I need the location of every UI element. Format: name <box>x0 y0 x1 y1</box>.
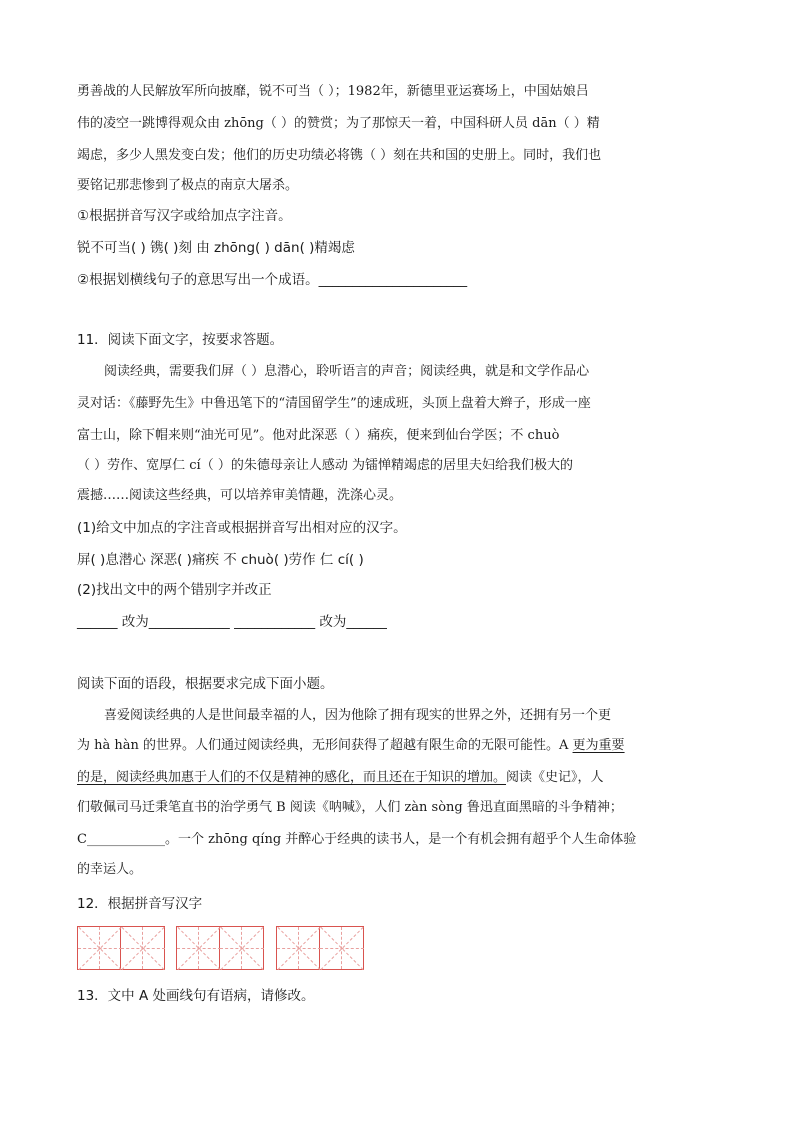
q10-sub2: ②根据划横线句子的意思写出一个成语。______________________ <box>77 272 468 288</box>
writing-grid-cell[interactable] <box>276 926 320 970</box>
section-para-3-text: 阅读《史记》，人 <box>506 770 604 785</box>
section-para-2 <box>77 736 625 756</box>
section-para-5 <box>77 830 636 850</box>
section-para-5-text: 。一个 zhōng qíng 并醉心于经典的读书人，是一个有机会拥有超乎个人生命体验 <box>164 832 637 847</box>
writing-grid-cell[interactable] <box>220 926 264 970</box>
q11-para-3: 富士山，除下帽来则“油光可见”。他对此深恶（ ）痛疾，便来到仙台学医；不 chuò <box>77 428 560 443</box>
section-para-4: 们敬佩司马迁秉笔直书的治学勇气 B 阅读《呐喊》，人们 zàn sòng 鲁迅直面黑暗的斗争精神； <box>77 800 623 815</box>
q11-sub1: (1)给文中加点的字注音或根据拼音写出相对应的汉字。 <box>77 520 407 536</box>
q12-title: 12．根据拼音写汉字 <box>77 896 203 912</box>
q11-fill2: ______ 改为____________ ____________ 改为______ <box>77 614 387 630</box>
blank-c-label: C <box>77 832 87 847</box>
blank-c: ____________ <box>86 832 165 847</box>
q10-fill1: 锐不可当( ) 镌( )刻 由 zhōng( ) dān( )精竭虑 <box>77 240 355 256</box>
intro-line-2: 伟的凌空一跳博得观众由 zhōng（ ）的赞赏；为了那惊天一着，中国科研人员 dān（ ）精 <box>77 116 600 131</box>
q13-title: 13．文中 A 处画线句有语病，请修改。 <box>77 988 315 1004</box>
q11-para-2: 灵对话：《藤野先生》中鲁迅笔下的“清国留学生”的速成班，头顶上盘着大辫子，形成一座 <box>77 396 591 411</box>
intro-line-4: 要铭记那悲惨到了极点的南京大屠杀。 <box>77 178 299 193</box>
section-para-6: 的幸运人。 <box>77 862 143 877</box>
sentence-a-underlined-start: 更为重要 <box>572 738 625 753</box>
section-intro: 阅读下面的语段，根据要求完成下面小题。 <box>77 676 334 692</box>
section-para-3 <box>77 768 604 788</box>
q11-sub2: (2)找出文中的两个错别字并改正 <box>77 582 272 598</box>
writing-grid-cell[interactable] <box>121 926 165 970</box>
q11-para-1: 阅读经典，需要我们屏（ ）息潜心，聆听语言的声音；阅读经典，就是和文学作品心 <box>104 364 590 379</box>
writing-grid-cell[interactable] <box>77 926 121 970</box>
writing-grid-cell[interactable] <box>176 926 220 970</box>
q11-para-5: 震撼……阅读这些经典，可以培养审美情趣，洗涤心灵。 <box>77 488 403 503</box>
intro-line-3: 竭虑，多少人黑发变白发；他们的历史功绩必将镌（ ）刻在共和国的史册上。同时，我们也 <box>77 148 602 163</box>
q11-fill1: 屏( )息潜心 深恶( )痛疾 不 chuò( )劳作 仁 cí( ) <box>77 552 364 568</box>
writing-grid-group-3 <box>276 926 364 970</box>
writing-grid-cell[interactable] <box>320 926 364 970</box>
section-para-2-text: 为 hà hàn 的世界。人们通过阅读经典，无形间获得了超越有限生命的无限可能性。A <box>77 738 573 753</box>
q11-para-4: （ ）劳作、宽厚仁 cí（ ）的朱德母亲让人感动 为镭惮精竭虑的居里夫妇给我们极大的 <box>77 458 573 473</box>
sentence-a-underlined-end: 的是，阅读经典加惠于人们的不仅是精神的感化，而且还在于知识的增加。 <box>77 770 507 785</box>
section-para-1: 喜爱阅读经典的人是世间最幸福的人，因为他除了拥有现实的世界之外，还拥有另一个更 <box>104 708 612 723</box>
q10-sub1: ①根据拼音写汉字或给加点字注音。 <box>77 208 292 224</box>
q11-title: 11．阅读下面文字，按要求答题。 <box>77 332 284 348</box>
intro-line-1: 勇善战的人民解放军所向披靡，锐不可当（ ）；1982年，新德里亚运赛场上，中国姑娘吕 <box>77 84 589 99</box>
writing-grid-group-1 <box>77 926 165 970</box>
writing-grid-group-2 <box>176 926 264 970</box>
